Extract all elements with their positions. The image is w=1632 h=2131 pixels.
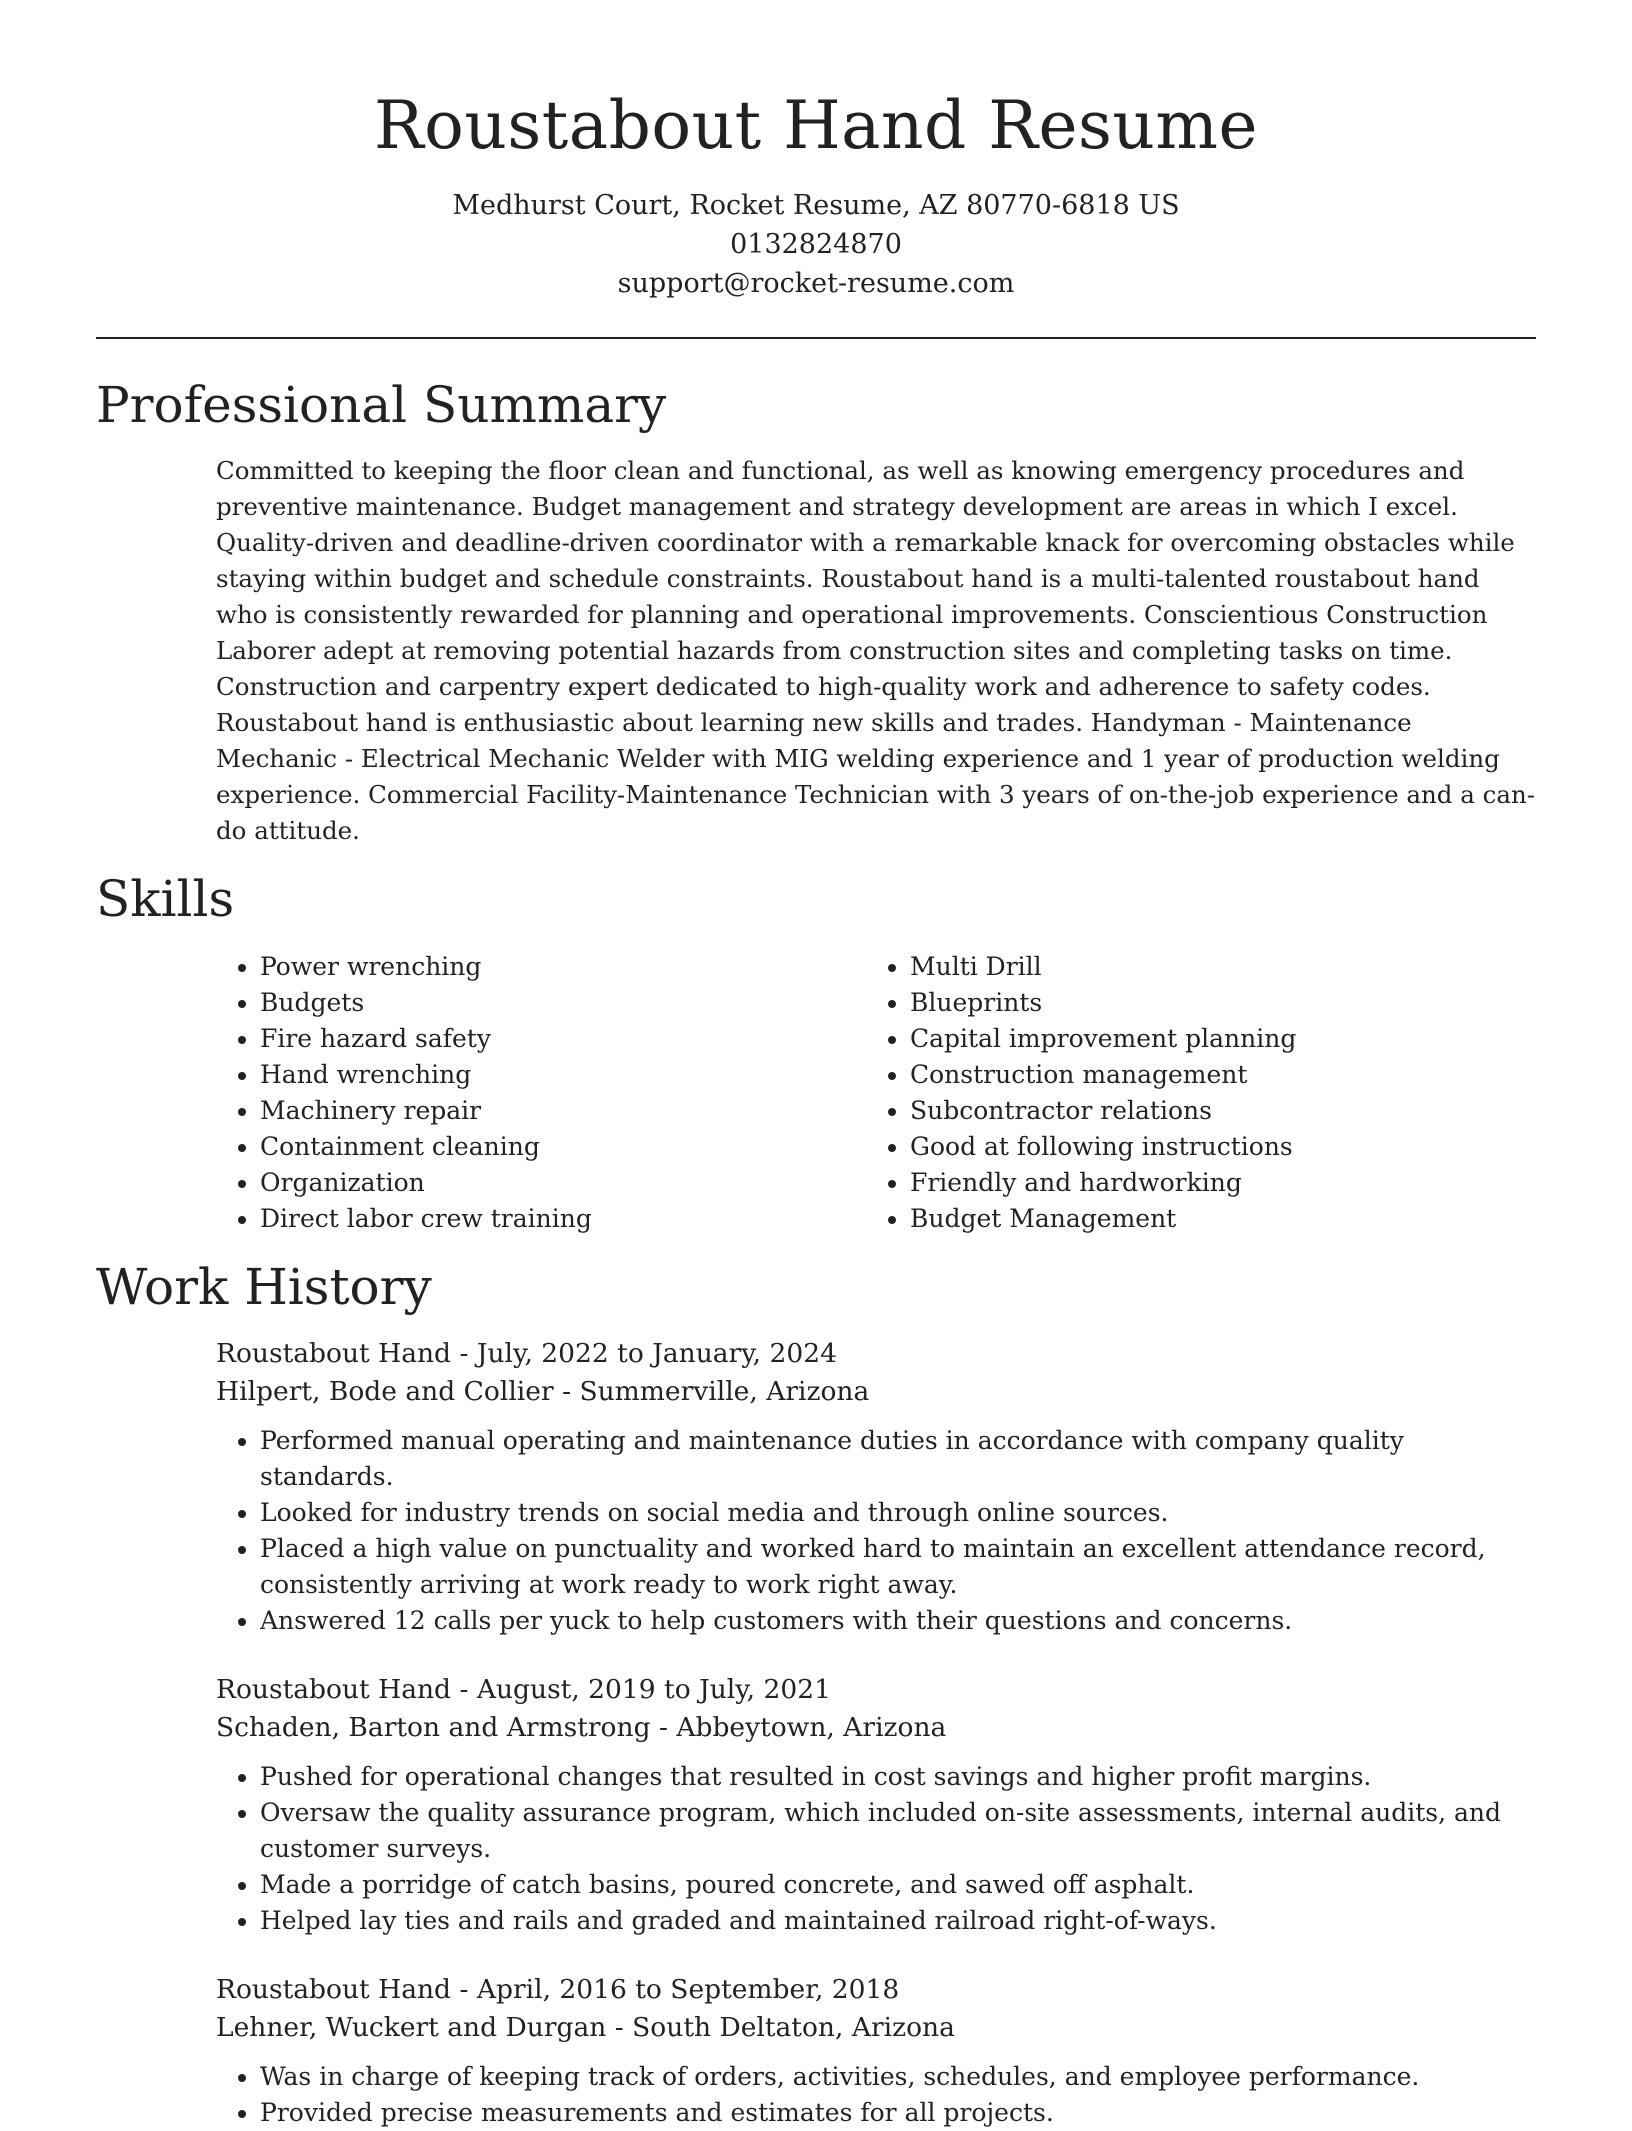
job-company: Hilpert, Bode and Collier bbox=[216, 1376, 554, 1407]
job-entry bbox=[216, 1335, 1536, 1639]
work-history-heading: Work History bbox=[96, 1258, 432, 1316]
job-entry bbox=[216, 1971, 1536, 2131]
skill-item: • Subcontractor relations bbox=[910, 1093, 1516, 1129]
skill-item: • Budgets bbox=[260, 985, 866, 1021]
skill-item: • Containment cleaning bbox=[260, 1129, 866, 1165]
skill-item: • Capital improvement planning bbox=[910, 1021, 1516, 1057]
job-duty-item: • Looked for industry trends on social media and through online sources. bbox=[260, 1495, 1536, 1531]
summary-heading: Professional Summary bbox=[96, 376, 667, 434]
job-duty-item: • Provided precise measurements and estimates for all projects. bbox=[260, 2095, 1536, 2131]
job-role-line: Roustabout Hand - August, 2019 to July, 2021 bbox=[216, 1674, 831, 1705]
skill-item: • Organization bbox=[260, 1165, 866, 1201]
skills-heading: Skills bbox=[96, 870, 235, 928]
contact-block bbox=[96, 186, 1536, 303]
job-role: Roustabout Hand bbox=[216, 1974, 452, 2005]
job-duties bbox=[216, 1423, 1536, 1639]
job-role: Roustabout Hand bbox=[216, 1674, 452, 1705]
job-duty-item: • Pushed for operational changes that resulted in cost savings and higher profit margins. bbox=[260, 1759, 1536, 1795]
skill-item: • Construction management bbox=[910, 1057, 1516, 1093]
header-divider bbox=[96, 337, 1536, 339]
skills-list bbox=[216, 949, 1536, 1237]
job-duties bbox=[216, 2059, 1536, 2131]
skill-item: • Good at following instructions bbox=[910, 1129, 1516, 1165]
job-company-line: Hilpert, Bode and Collier - Summerville, Arizona bbox=[216, 1376, 870, 1407]
resume-page bbox=[96, 0, 1536, 2131]
skill-item: • Blueprints bbox=[910, 985, 1516, 1021]
job-company: Lehner, Wuckert and Durgan bbox=[216, 2012, 607, 2043]
job-duty-item: • Oversaw the quality assurance program, which included on-site assessments, internal audits, and customer surveys. bbox=[260, 1795, 1536, 1867]
skill-item: • Direct labor crew training bbox=[260, 1201, 866, 1237]
resume-title: Roustabout Hand Resume bbox=[373, 87, 1259, 164]
skill-item: • Budget Management bbox=[910, 1201, 1516, 1237]
job-location: South Deltaton, Arizona bbox=[632, 2012, 955, 2043]
skills-column-right bbox=[866, 949, 1516, 1237]
resume-header bbox=[96, 0, 1536, 303]
job-role-line: Roustabout Hand - April, 2016 to September, 2018 bbox=[216, 1974, 900, 2005]
job-duty-item: • Was in charge of keeping track of orders, activities, schedules, and employee performance. bbox=[260, 2059, 1536, 2095]
skill-item: • Fire hazard safety bbox=[260, 1021, 866, 1057]
job-entry bbox=[216, 1671, 1536, 1939]
phone-text: 0132824870 bbox=[730, 229, 902, 260]
job-duty-item: • Helped lay ties and rails and graded and maintained railroad right-of-ways. bbox=[260, 1903, 1536, 1939]
job-duty-item: • Performed manual operating and maintenance duties in accordance with company quality standards. bbox=[260, 1423, 1536, 1495]
job-location: Summerville, Arizona bbox=[579, 1376, 870, 1407]
job-role: Roustabout Hand bbox=[216, 1338, 452, 1369]
skills-column-left bbox=[216, 949, 866, 1237]
skill-item: • Multi Drill bbox=[910, 949, 1516, 985]
job-dates: July, 2022 to January, 2024 bbox=[476, 1338, 837, 1369]
job-duty-item: • Answered 12 calls per yuck to help customers with their questions and concerns. bbox=[260, 1603, 1536, 1639]
job-company: Schaden, Barton and Armstrong bbox=[216, 1712, 651, 1743]
skill-item: • Power wrenching bbox=[260, 949, 866, 985]
skill-item: • Machinery repair bbox=[260, 1093, 866, 1129]
email-text: support@rocket-resume.com bbox=[617, 268, 1015, 299]
address-text: Medhurst Court, Rocket Resume, AZ 80770-6818 US bbox=[452, 190, 1180, 221]
summary-paragraph: Committed to keeping the floor clean and functional, as well as knowing emergency procedures and preventive maintenance. Budget management and strategy development are areas in which I excel. Quality-driven and deadline-driven coordinator with a remarkable knack for overcoming obstacles while staying within budget and schedule constraints. Roustabout hand is a multi-talented roustabout hand who is consistently rewarded for planning and operational improvements. Conscientious Construction Laborer adept at removing potential hazards from construction sites and completing tasks on time. Construction and carpentry expert dedicated to high-quality work and adherence to safety codes. Roustabout hand is enthusiastic about learning new skills and trades. Handyman - Maintenance Mechanic - Electrical Mechanic Welder with MIG welding experience and 1 year of production welding experience. Commercial Facility-Maintenance Technician with 3 years of on-the-job experience and a can-do attitude. bbox=[216, 456, 1536, 845]
job-dates: April, 2016 to September, 2018 bbox=[476, 1974, 900, 2005]
job-company-line: Schaden, Barton and Armstrong - Abbeytown, Arizona bbox=[216, 1712, 947, 1743]
job-dates: August, 2019 to July, 2021 bbox=[476, 1674, 831, 1705]
job-company-line: Lehner, Wuckert and Durgan - South Deltaton, Arizona bbox=[216, 2012, 955, 2043]
job-duty-item: • Made a porridge of catch basins, poured concrete, and sawed off asphalt. bbox=[260, 1867, 1536, 1903]
job-duties bbox=[216, 1759, 1536, 1939]
job-location: Abbeytown, Arizona bbox=[676, 1712, 947, 1743]
job-role-line: Roustabout Hand - July, 2022 to January, 2024 bbox=[216, 1338, 837, 1369]
job-duty-item: • Placed a high value on punctuality and worked hard to maintain an excellent attendance record, consistently arriving at work ready to work right away. bbox=[260, 1531, 1536, 1603]
skill-item: • Friendly and hardworking bbox=[910, 1165, 1516, 1201]
skill-item: • Hand wrenching bbox=[260, 1057, 866, 1093]
